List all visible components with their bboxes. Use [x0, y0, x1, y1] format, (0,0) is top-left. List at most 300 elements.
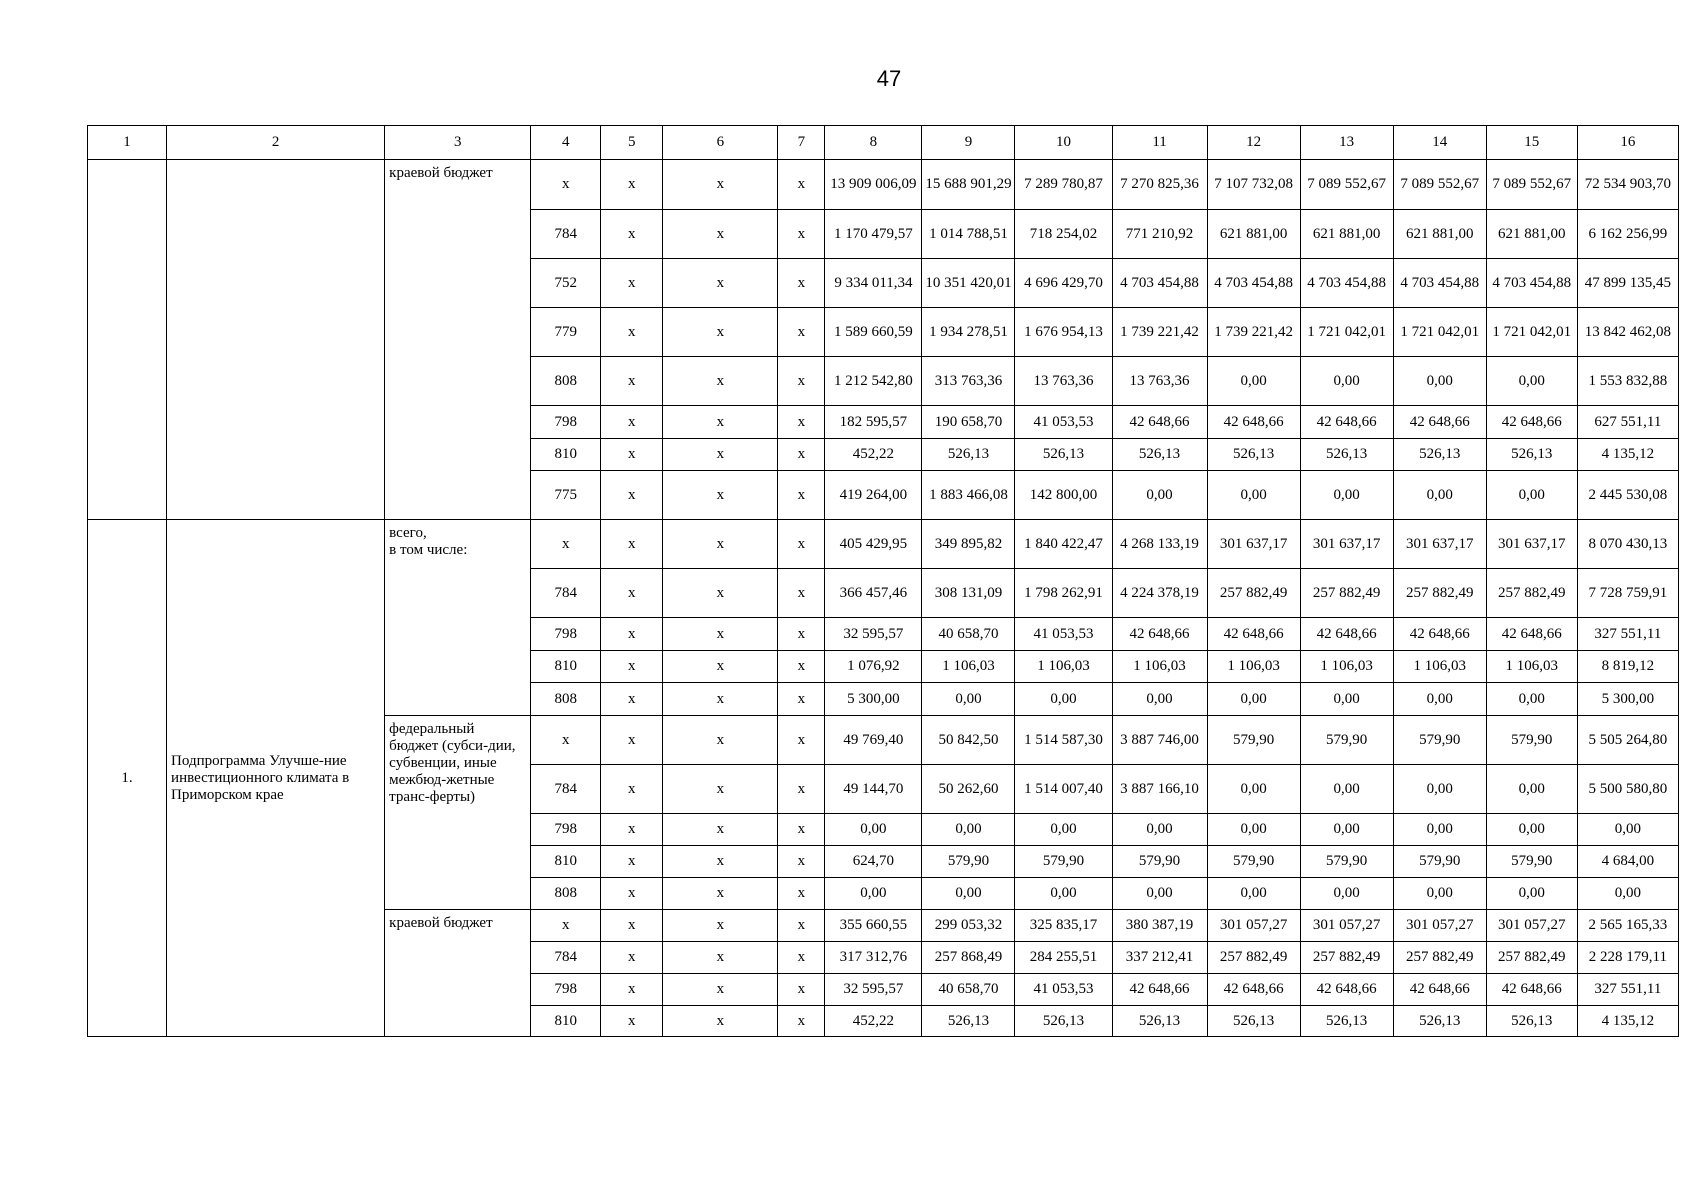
table-cell: 257 882,49 — [1393, 942, 1486, 974]
table-cell: х — [601, 974, 663, 1006]
table-cell: 5 500 580,80 — [1577, 765, 1678, 814]
table-cell: 4 135,12 — [1577, 1006, 1678, 1037]
table-cell: 42 648,66 — [1112, 974, 1207, 1006]
table-cell: х — [601, 210, 663, 259]
table-cell: 349 895,82 — [922, 520, 1015, 569]
column-header: 11 — [1112, 126, 1207, 160]
table-cell: 0,00 — [1207, 814, 1300, 846]
table-cell: 1 076,92 — [825, 651, 922, 683]
table-cell: 0,00 — [1577, 814, 1678, 846]
table-cell: 13 842 462,08 — [1577, 308, 1678, 357]
table-cell: 621 881,00 — [1207, 210, 1300, 259]
table-cell: 1 106,03 — [1486, 651, 1577, 683]
table-cell: 419 264,00 — [825, 471, 922, 520]
table-cell: 257 882,49 — [1300, 942, 1393, 974]
table-cell: 42 648,66 — [1207, 974, 1300, 1006]
table-cell: 1 676 954,13 — [1015, 308, 1112, 357]
table-cell: 7 270 825,36 — [1112, 160, 1207, 210]
table-cell: 0,00 — [825, 814, 922, 846]
table-cell: 0,00 — [1486, 357, 1577, 406]
table-cell: 784 — [531, 569, 601, 618]
table-cell: х — [601, 651, 663, 683]
table-cell: 784 — [531, 942, 601, 974]
table-cell: х — [778, 683, 825, 716]
table-cell: х — [601, 878, 663, 910]
table-cell: 2 445 530,08 — [1577, 471, 1678, 520]
table-cell: 4 268 133,19 — [1112, 520, 1207, 569]
table-cell: х — [601, 765, 663, 814]
table-cell: 8 819,12 — [1577, 651, 1678, 683]
table-cell: 0,00 — [922, 878, 1015, 910]
table-cell: 798 — [531, 974, 601, 1006]
table-cell: 42 648,66 — [1486, 406, 1577, 439]
table-cell: 4 703 454,88 — [1300, 259, 1393, 308]
table-cell: 526,13 — [922, 1006, 1015, 1037]
table-cell: х — [778, 846, 825, 878]
table-cell: 257 882,49 — [1486, 942, 1577, 974]
table-cell: 32 595,57 — [825, 974, 922, 1006]
table-cell: х — [778, 210, 825, 259]
table-cell: 810 — [531, 439, 601, 471]
table-cell: 32 595,57 — [825, 618, 922, 651]
table-cell: 190 658,70 — [922, 406, 1015, 439]
table-cell: 4 703 454,88 — [1112, 259, 1207, 308]
table-cell: х — [601, 618, 663, 651]
table-cell: 3 887 166,10 — [1112, 765, 1207, 814]
table-cell: х — [778, 308, 825, 357]
table-cell: 0,00 — [1207, 878, 1300, 910]
table-cell: 313 763,36 — [922, 357, 1015, 406]
table-cell: 1 106,03 — [1015, 651, 1112, 683]
table-cell: х — [601, 357, 663, 406]
table-cell: х — [601, 308, 663, 357]
table-cell: 0,00 — [1112, 683, 1207, 716]
table-cell: 621 881,00 — [1300, 210, 1393, 259]
table-cell: 808 — [531, 878, 601, 910]
table-cell: 7 728 759,91 — [1577, 569, 1678, 618]
table-cell: х — [663, 569, 778, 618]
table-cell: 0,00 — [825, 878, 922, 910]
table-cell: 1 840 422,47 — [1015, 520, 1112, 569]
table-cell: х — [778, 942, 825, 974]
column-header: 5 — [601, 126, 663, 160]
table-cell: 810 — [531, 1006, 601, 1037]
table-cell: 0,00 — [1300, 357, 1393, 406]
table-cell: 621 881,00 — [1486, 210, 1577, 259]
table-cell: 42 648,66 — [1393, 406, 1486, 439]
table-cell: 0,00 — [1300, 765, 1393, 814]
table-cell: 42 648,66 — [1207, 618, 1300, 651]
table-cell: х — [778, 357, 825, 406]
table-cell: х — [663, 520, 778, 569]
table-cell: 50 262,60 — [922, 765, 1015, 814]
table-cell: 810 — [531, 651, 601, 683]
table-cell: 526,13 — [1015, 439, 1112, 471]
table-cell: 1 170 479,57 — [825, 210, 922, 259]
column-header: 6 — [663, 126, 778, 160]
table-cell: 301 637,17 — [1486, 520, 1577, 569]
table-row — [88, 520, 1679, 569]
table-cell: 0,00 — [1300, 471, 1393, 520]
table-cell: 1 514 587,30 — [1015, 716, 1112, 765]
table-cell: 284 255,51 — [1015, 942, 1112, 974]
table-cell: 4 684,00 — [1577, 846, 1678, 878]
table-cell: 337 212,41 — [1112, 942, 1207, 974]
column-header: 7 — [778, 126, 825, 160]
table-cell: 1 798 262,91 — [1015, 569, 1112, 618]
column-header: 14 — [1393, 126, 1486, 160]
table-cell: 8 070 430,13 — [1577, 520, 1678, 569]
table-cell: 182 595,57 — [825, 406, 922, 439]
table-cell: х — [663, 439, 778, 471]
table-cell: 0,00 — [1486, 471, 1577, 520]
table-cell: х — [601, 569, 663, 618]
table-cell: х — [778, 765, 825, 814]
table-cell: 49 769,40 — [825, 716, 922, 765]
table-cell: 308 131,09 — [922, 569, 1015, 618]
table-cell: 5 300,00 — [825, 683, 922, 716]
table-cell: 1 106,03 — [1393, 651, 1486, 683]
table-cell: 1 014 788,51 — [922, 210, 1015, 259]
table-cell: 0,00 — [922, 683, 1015, 716]
table-cell: х — [601, 910, 663, 942]
table-cell: х — [663, 765, 778, 814]
table-cell: 42 648,66 — [1112, 406, 1207, 439]
funding-source-label: краевой бюджет — [385, 910, 531, 1037]
table-cell: 4 703 454,88 — [1207, 259, 1300, 308]
column-header: 2 — [167, 126, 385, 160]
table-cell: 526,13 — [1207, 1006, 1300, 1037]
column-header: 8 — [825, 126, 922, 160]
table-cell: 0,00 — [1207, 357, 1300, 406]
table-cell: 7 089 552,67 — [1486, 160, 1577, 210]
table-cell: х — [601, 1006, 663, 1037]
table-cell: 0,00 — [1015, 683, 1112, 716]
table-cell: 526,13 — [1112, 1006, 1207, 1037]
funding-source-label: краевой бюджет — [385, 160, 531, 520]
column-header: 9 — [922, 126, 1015, 160]
table-cell: х — [663, 878, 778, 910]
table-cell: 627 551,11 — [1577, 406, 1678, 439]
column-header: 13 — [1300, 126, 1393, 160]
table-cell: 0,00 — [1112, 814, 1207, 846]
table-cell: 718 254,02 — [1015, 210, 1112, 259]
table-cell: 0,00 — [1207, 683, 1300, 716]
table-cell: 1 721 042,01 — [1393, 308, 1486, 357]
table-cell: 0,00 — [1393, 878, 1486, 910]
table-cell: 798 — [531, 618, 601, 651]
table-cell: 0,00 — [1486, 878, 1577, 910]
table-cell: 327 551,11 — [1577, 974, 1678, 1006]
table-cell: 42 648,66 — [1486, 618, 1577, 651]
program-name: Подпрограмма Улучше-ние инвестиционного климата в Приморском крае — [167, 520, 385, 1037]
program-name-cell — [167, 160, 385, 520]
table-cell: х — [663, 357, 778, 406]
table-cell: 771 210,92 — [1112, 210, 1207, 259]
table-cell: 4 135,12 — [1577, 439, 1678, 471]
table-cell: 49 144,70 — [825, 765, 922, 814]
table-cell: х — [601, 160, 663, 210]
table-cell: 0,00 — [1486, 683, 1577, 716]
table-cell: х — [663, 210, 778, 259]
table-cell: 0,00 — [1393, 471, 1486, 520]
table-cell: 810 — [531, 846, 601, 878]
table-cell: 0,00 — [1486, 765, 1577, 814]
table-cell: 0,00 — [1112, 471, 1207, 520]
table-cell: 1 106,03 — [1207, 651, 1300, 683]
table-cell: 7 107 732,08 — [1207, 160, 1300, 210]
table-cell: 42 648,66 — [1207, 406, 1300, 439]
column-header: 10 — [1015, 126, 1112, 160]
column-header: 4 — [531, 126, 601, 160]
table-cell: 0,00 — [1300, 683, 1393, 716]
table-cell: 624,70 — [825, 846, 922, 878]
table-cell: 41 053,53 — [1015, 618, 1112, 651]
table-cell: 40 658,70 — [922, 974, 1015, 1006]
table-cell: 325 835,17 — [1015, 910, 1112, 942]
table-cell: х — [601, 942, 663, 974]
table-cell: 579,90 — [922, 846, 1015, 878]
table-cell: х — [663, 683, 778, 716]
funding-source-label: федеральный бюджет (субси-дии, субвенции, иные межбюд-жетные транс-ферты) — [385, 716, 531, 910]
table-cell: х — [663, 259, 778, 308]
table-cell: 257 882,49 — [1393, 569, 1486, 618]
table-cell: х — [778, 569, 825, 618]
column-header: 15 — [1486, 126, 1577, 160]
table-cell: 301 637,17 — [1207, 520, 1300, 569]
table-cell: 526,13 — [1393, 439, 1486, 471]
table-cell: х — [663, 716, 778, 765]
table-cell: 798 — [531, 814, 601, 846]
table-cell: 301 057,27 — [1207, 910, 1300, 942]
table-cell: 1 514 007,40 — [1015, 765, 1112, 814]
table-cell: 579,90 — [1300, 716, 1393, 765]
table-cell: 301 637,17 — [1393, 520, 1486, 569]
table-cell: 257 868,49 — [922, 942, 1015, 974]
table-cell: 4 696 429,70 — [1015, 259, 1112, 308]
table-cell: 5 300,00 — [1577, 683, 1678, 716]
table-cell: 579,90 — [1486, 716, 1577, 765]
table-cell: х — [778, 439, 825, 471]
table-cell: 50 842,50 — [922, 716, 1015, 765]
table-cell: 1 553 832,88 — [1577, 357, 1678, 406]
table-cell: 526,13 — [1015, 1006, 1112, 1037]
table-cell: 317 312,76 — [825, 942, 922, 974]
table-cell: х — [663, 846, 778, 878]
table-cell: х — [778, 878, 825, 910]
table-cell: 0,00 — [1577, 878, 1678, 910]
table-cell: 142 800,00 — [1015, 471, 1112, 520]
table-cell: 1 883 466,08 — [922, 471, 1015, 520]
table-cell: 42 648,66 — [1300, 618, 1393, 651]
table-cell: х — [778, 471, 825, 520]
table-cell: 0,00 — [1393, 683, 1486, 716]
table-cell: 301 637,17 — [1300, 520, 1393, 569]
table-cell: х — [601, 716, 663, 765]
table-row — [88, 160, 1679, 210]
table-cell: 2 228 179,11 — [1577, 942, 1678, 974]
table-cell: х — [601, 814, 663, 846]
table-cell: 784 — [531, 765, 601, 814]
table-cell: 257 882,49 — [1486, 569, 1577, 618]
table-cell: 1 934 278,51 — [922, 308, 1015, 357]
table-cell: 0,00 — [1393, 814, 1486, 846]
table-cell: 6 162 256,99 — [1577, 210, 1678, 259]
table-cell: х — [601, 520, 663, 569]
table-cell: х — [601, 471, 663, 520]
table-cell: 452,22 — [825, 1006, 922, 1037]
table-cell: х — [601, 683, 663, 716]
table-cell: 579,90 — [1207, 716, 1300, 765]
table-cell: 1 106,03 — [1300, 651, 1393, 683]
row-number-cell — [88, 160, 167, 520]
table-cell: х — [778, 716, 825, 765]
table-cell: 1 721 042,01 — [1300, 308, 1393, 357]
table-cell: 7 289 780,87 — [1015, 160, 1112, 210]
table-cell: х — [601, 846, 663, 878]
table-cell: х — [778, 1006, 825, 1037]
table-cell: 1 106,03 — [922, 651, 1015, 683]
table-cell: 579,90 — [1486, 846, 1577, 878]
table-cell: 579,90 — [1015, 846, 1112, 878]
table-cell: х — [531, 910, 601, 942]
funding-source-label: всего, в том числе: — [385, 520, 531, 716]
table-header-row — [88, 126, 1679, 160]
table-cell: х — [663, 308, 778, 357]
table-cell: 0,00 — [1393, 765, 1486, 814]
table-cell: 579,90 — [1300, 846, 1393, 878]
table-cell: х — [778, 974, 825, 1006]
table-cell: 0,00 — [1300, 878, 1393, 910]
page-number: 47 — [876, 66, 902, 91]
table-cell: 526,13 — [1486, 1006, 1577, 1037]
table-cell: 327 551,11 — [1577, 618, 1678, 651]
table-cell: 301 057,27 — [1486, 910, 1577, 942]
table-cell: 808 — [531, 683, 601, 716]
table-cell: х — [778, 651, 825, 683]
table-cell: 380 387,19 — [1112, 910, 1207, 942]
table-cell: х — [778, 520, 825, 569]
table-cell: 5 505 264,80 — [1577, 716, 1678, 765]
table-cell: 42 648,66 — [1112, 618, 1207, 651]
table-cell: 775 — [531, 471, 601, 520]
table-cell: 257 882,49 — [1207, 942, 1300, 974]
table-cell: х — [663, 471, 778, 520]
table-cell: 301 057,27 — [1393, 910, 1486, 942]
table-cell: х — [778, 160, 825, 210]
table-cell: х — [663, 814, 778, 846]
table-cell: 13 909 006,09 — [825, 160, 922, 210]
table-cell: х — [531, 716, 601, 765]
table-cell: 808 — [531, 357, 601, 406]
table-cell: 579,90 — [1112, 846, 1207, 878]
table-cell: х — [663, 910, 778, 942]
table-cell: 621 881,00 — [1393, 210, 1486, 259]
table-cell: х — [778, 910, 825, 942]
table-cell: 15 688 901,29 — [922, 160, 1015, 210]
column-header: 12 — [1207, 126, 1300, 160]
table-cell: 3 887 746,00 — [1112, 716, 1207, 765]
table-cell: 0,00 — [1300, 814, 1393, 846]
table-cell: 9 334 011,34 — [825, 259, 922, 308]
table-cell: 1 739 221,42 — [1112, 308, 1207, 357]
table-cell: х — [601, 406, 663, 439]
table-cell: х — [531, 160, 601, 210]
table-cell: 0,00 — [1393, 357, 1486, 406]
table-cell: х — [663, 1006, 778, 1037]
table-cell: х — [778, 259, 825, 308]
table-cell: 752 — [531, 259, 601, 308]
table-cell: 452,22 — [825, 439, 922, 471]
table-cell: 526,13 — [1112, 439, 1207, 471]
table-cell: 526,13 — [1300, 439, 1393, 471]
table-cell: 40 658,70 — [922, 618, 1015, 651]
table-cell: 355 660,55 — [825, 910, 922, 942]
table-cell: х — [663, 618, 778, 651]
table-cell: 7 089 552,67 — [1393, 160, 1486, 210]
column-header: 16 — [1577, 126, 1678, 160]
table-cell: 0,00 — [1015, 814, 1112, 846]
table-cell: 1 212 542,80 — [825, 357, 922, 406]
table-cell: 42 648,66 — [1393, 974, 1486, 1006]
table-cell: 798 — [531, 406, 601, 439]
table-cell: 4 703 454,88 — [1486, 259, 1577, 308]
table-cell: 0,00 — [1486, 814, 1577, 846]
table-cell: 1 739 221,42 — [1207, 308, 1300, 357]
column-header: 3 — [385, 126, 531, 160]
table-cell: х — [531, 520, 601, 569]
table-cell: 0,00 — [1207, 471, 1300, 520]
table-cell: 41 053,53 — [1015, 974, 1112, 1006]
table-cell: х — [663, 651, 778, 683]
table-cell: 779 — [531, 308, 601, 357]
table-cell: 0,00 — [1112, 878, 1207, 910]
table-cell: 526,13 — [1207, 439, 1300, 471]
table-cell: х — [601, 439, 663, 471]
table-cell: 13 763,36 — [1112, 357, 1207, 406]
table-cell: 41 053,53 — [1015, 406, 1112, 439]
table-cell: 42 648,66 — [1393, 618, 1486, 651]
table-cell: 0,00 — [1015, 878, 1112, 910]
budget-table — [87, 125, 1679, 1037]
table-cell: 526,13 — [1300, 1006, 1393, 1037]
table-cell: 4 703 454,88 — [1393, 259, 1486, 308]
table-cell: 0,00 — [922, 814, 1015, 846]
table-cell: 1 721 042,01 — [1486, 308, 1577, 357]
table-cell: х — [663, 974, 778, 1006]
table-cell: 1 589 660,59 — [825, 308, 922, 357]
table-cell: х — [601, 259, 663, 308]
table-cell: 579,90 — [1393, 716, 1486, 765]
table-cell: 10 351 420,01 — [922, 259, 1015, 308]
table-cell: х — [778, 814, 825, 846]
table-cell: 405 429,95 — [825, 520, 922, 569]
table-cell: 526,13 — [922, 439, 1015, 471]
table-cell: х — [663, 942, 778, 974]
table-cell: 299 053,32 — [922, 910, 1015, 942]
table-cell: 257 882,49 — [1300, 569, 1393, 618]
table-cell: 4 224 378,19 — [1112, 569, 1207, 618]
table-cell: 2 565 165,33 — [1577, 910, 1678, 942]
program-number: 1. — [88, 520, 167, 1037]
table-cell: х — [663, 160, 778, 210]
table-cell: х — [663, 406, 778, 439]
table-cell: 42 648,66 — [1300, 406, 1393, 439]
table-cell: 301 057,27 — [1300, 910, 1393, 942]
table-cell: 13 763,36 — [1015, 357, 1112, 406]
table-cell: 366 457,46 — [825, 569, 922, 618]
table-cell: 1 106,03 — [1112, 651, 1207, 683]
